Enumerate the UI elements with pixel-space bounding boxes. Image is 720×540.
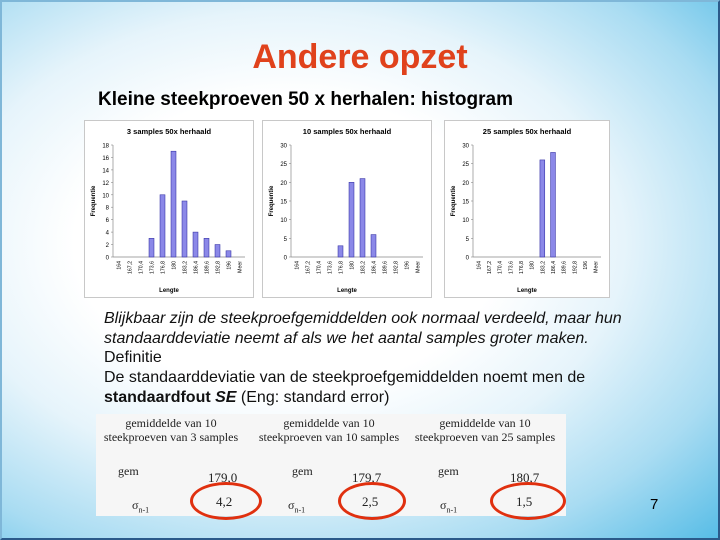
y-tick-label: 25 [462,162,469,169]
histogram-bar [371,235,376,257]
histogram-bar [360,179,365,257]
y-tick-label: 25 [280,162,287,169]
y-tick-label: 5 [283,236,287,243]
y-tick-label: 6 [105,218,109,225]
x-tick-label: 170,4 [497,261,504,274]
slide-title: Andere opzet [252,38,468,76]
y-tick-label: 10 [280,218,287,225]
sigma-value: 1,5 [516,494,533,509]
x-tick-label: 183,2 [540,261,547,274]
x-tick-label: 176,8 [519,261,525,274]
y-tick-label: 12 [102,180,109,187]
gem-value: 180,7 [510,470,540,485]
column-header: gemiddelde van 10 steekproeven van 3 samples [103,416,239,444]
x-tick-label: 180 [171,261,178,270]
gem-value: 179,7 [352,470,382,485]
chart-title: 10 samples 50x herhaald [302,127,392,136]
column-header: gemiddelde van 10 steekproeven van 10 samples [258,416,400,444]
y-tick-label: 4 [105,230,109,237]
x-tick-label: 183,2 [360,261,367,274]
y-tick-label: 18 [102,143,109,150]
histogram-panel-2 [262,120,432,298]
paragraph-conclusion: Blijkbaar zijn de steekproefgemiddelden ook normaal verdeeld, maar hun standaarddeviatie neemt af als we het aantal samples groter maken. [104,310,622,347]
histogram-bar [540,160,545,257]
x-tick-label: 183,2 [182,261,189,274]
gem-label: gem [438,464,459,478]
x-tick-label: 189,6 [204,261,211,274]
definition-heading: Definitie [104,349,162,366]
x-tick-label: 192,8 [572,261,579,274]
histogram-bar [215,245,220,257]
y-axis-label: Frequentie [91,185,97,217]
x-tick-label: 186,4 [371,261,378,274]
x-tick-label: Meer [237,261,244,273]
x-axis-label: Lengte [159,288,179,294]
x-tick-label: 176,8 [338,261,345,274]
x-tick-label: Meer [593,261,600,273]
x-tick-label: 180 [349,261,356,270]
definition-abbrev: SE [215,389,237,406]
histogram-bar [193,232,198,257]
x-tick-label: 196 [583,261,589,270]
x-axis-label: Lengte [517,288,537,294]
x-tick-label: 170,4 [138,261,145,274]
histogram-bar [160,195,165,257]
highlight-ring [190,482,262,520]
y-tick-label: 30 [462,143,469,150]
histogram-bar [338,246,343,257]
x-tick-label: Meer [415,261,422,273]
histogram-bar [349,182,354,257]
x-tick-label: 180 [529,261,536,270]
x-tick-label: 192,8 [393,261,400,274]
y-tick-label: 20 [462,180,469,187]
x-tick-label: 170,4 [316,261,323,274]
definition-term: standaardfout [104,389,211,406]
x-tick-label: 186,4 [551,261,557,274]
x-tick-label: 173,6 [327,261,334,274]
x-tick-label: 173,6 [508,261,515,274]
page-number: 7 [650,496,659,513]
x-axis-label: Lengte [337,288,357,294]
histogram-panel-1 [84,120,254,298]
chart-title: 3 samples 50x herhaald [126,127,212,136]
definition-text [104,368,644,408]
column-header: gemiddelde van 10 steekproeven van 25 samples [414,416,556,444]
y-tick-label: 14 [102,168,109,175]
sigma-value: 2,5 [362,494,379,509]
x-tick-label: 196 [226,261,233,270]
y-tick-label: 20 [280,180,287,187]
histogram-bar [226,251,231,257]
sigma-label: $\sigma_{n-1}$ [132,498,150,515]
y-tick-label: 0 [105,255,109,262]
x-tick-label: 192,8 [215,261,222,274]
histogram-bar [551,152,556,257]
y-tick-label: 15 [280,199,287,206]
x-tick-label: 176,8 [160,261,167,274]
y-axis-label: Frequentie [269,185,275,217]
highlight-ring [338,482,406,520]
x-tick-label: 173,6 [149,261,156,274]
histogram-bar [182,201,187,257]
histogram-10-samples [263,121,431,297]
definition-english: (Eng: standard error) [240,389,390,406]
gem-label: gem [118,464,139,478]
histogram-25-samples [445,121,609,297]
x-tick-label: 164 [294,261,301,270]
x-tick-label: 189,6 [561,261,568,274]
highlight-ring [490,482,566,520]
y-tick-label: 2 [105,243,109,250]
x-tick-label: 164 [476,261,483,270]
y-axis-label: Frequentie [451,185,457,217]
definition-line: De standaarddeviatie van de steekproefgemiddelden noemt men de [104,369,586,386]
gem-value: 179,0 [208,470,238,485]
y-tick-label: 10 [462,218,469,225]
sigma-value: 4,2 [216,494,233,509]
x-tick-label: 167,2 [487,261,493,274]
x-tick-label: 167,2 [127,261,134,274]
histogram-panel-3 [444,120,610,298]
sigma-label: $\sigma_{n-1}$ [440,498,458,515]
x-tick-label: 196 [404,261,411,270]
y-tick-label: 0 [283,255,287,262]
y-tick-label: 8 [105,205,109,212]
histogram-3-samples [85,121,253,297]
y-tick-label: 15 [462,199,469,206]
slide-subtitle: Kleine steekproeven 50 x herhalen: histogram [98,89,513,110]
y-tick-label: 30 [280,143,287,150]
chart-title: 25 samples 50x herhaald [482,127,572,136]
y-tick-label: 0 [465,255,469,262]
x-tick-label: 164 [116,261,123,270]
y-tick-label: 5 [465,236,469,243]
results-table [96,414,566,516]
y-tick-label: 16 [102,155,109,162]
sigma-label: $\sigma_{n-1}$ [288,498,306,515]
y-tick-label: 10 [102,193,109,200]
histogram-bar [171,151,176,257]
x-tick-label: 189,6 [382,261,389,274]
histogram-bar [149,238,154,257]
x-tick-label: 186,4 [193,261,200,274]
gem-label: gem [292,464,313,478]
x-tick-label: 167,2 [305,261,312,274]
histogram-bar [204,238,209,257]
